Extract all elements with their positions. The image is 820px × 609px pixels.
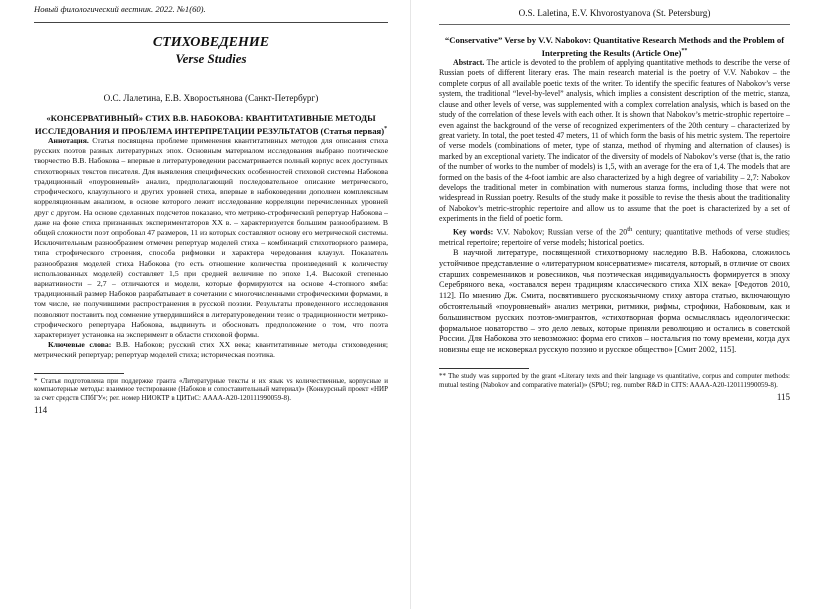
keywords-ru xyxy=(34,340,388,360)
authors-ru: О.С. Лалетина, Е.В. Хворостьянова (Санкт-Петербург) xyxy=(103,93,319,103)
keywords-label-en: Key words: xyxy=(453,227,494,237)
abstract-text-en: The article is devoted to the problem of applying quantitative methods to describe the verse of Russian poets of different literary eras. The main research material is the poetry of V.V. Nabokov – the complete corpus of all available poetic texts of the writer. To identify the specific features of Nabokov’s verse system, the traditional “level-by-level” analysis, which implies a consistent description of the metric, stanza, clause and other levels of verse, was supplemented with a complex correlation analysis, which is based on the study of the correlation of these levels with each other. It is shown that Nabokov’s metric-strophic repertoire – even against the background of the verse of recognized experimenters of the 20th century – characterized by great variety. In total, the poet tested 47 meters, 11 of which form the basis of his metric system. The repertoire of verse models (combinations of meter, type of stanza, method of rhyming and alternation of clauses) is marked by an exceptional variety. The indicator of the diversity of models of Nabokov’s verse (that is, the ratio of the number of works to the number of models) is 1,5, with an average for the era of 1,4. The models that are formed on the basis of the 4-foot iambic are also characterized by a high degree of variability – 2,7: Nabokov develops the traditional meter in combination with numerous stanza forms, including those that were not widespread in Russian poetry. Results of the study make it possible to revise the thesis about the traditionality of Nabokov’s metric-strophic repertoire and allow us to assume that the poet is characterized by a set of experiments in the field of poetic form. xyxy=(439,58,790,224)
footnote-ru: * Статья подготовлена при поддержке гранта «Литературные тексты и их язык vs количественные, корпусные и компьютерные методы: взаимное тестирование (Набоков и сопоставительный материал)» (Конкурсный проект «НИР за счет средств СПбГУ»; рег. номер НИОКТР в ЦИТиС: АААА-А20-120111990059-8). xyxy=(34,376,388,402)
right-page xyxy=(410,0,820,609)
rubric-title-en: Verse Studies xyxy=(175,51,247,66)
authors-en: O.S. Laletina, E.V. Khvorostyanova (St. Petersburg) xyxy=(518,8,711,18)
abstract-en xyxy=(439,58,790,225)
running-head: Новый филологический вестник. 2022. №1(60). xyxy=(34,4,206,14)
abstract-ru xyxy=(34,136,388,340)
article-title-en xyxy=(439,35,790,58)
page-number-right: 115 xyxy=(776,392,790,403)
footnote-en: ** The study was supported by the grant «Literary texts and their language vs quantitative, corpus and computer methods: mutual testing (Nabokov and comparative material)» (SPbU; reg. number R&D in CITS: AAAA-A20-120111990059-8). xyxy=(439,371,790,389)
header-rule xyxy=(34,22,388,23)
article-title-en-text: “Conservative” Verse by V.V. Nabokov: Quantitative Research Methods and the Problem of Interpreting the Results (Article One) xyxy=(444,35,785,58)
footnote-rule-right xyxy=(439,368,529,369)
keywords-label: Ключевые слова: xyxy=(48,340,112,350)
rubric-title-ru: СТИХОВЕДЕНИЕ xyxy=(152,35,270,50)
footnote-rule xyxy=(34,373,124,374)
keywords-en xyxy=(439,225,790,248)
article-title-ru-text: «КОНСЕРВАТИВНЫЙ» СТИХ В.В. НАБОКОВА: КВАНТИТАТИВНЫЕ МЕТОДЫ ИССЛЕДОВАНИЯ И ПРОБЛЕМА ИНТЕРПРЕТАЦИИ РЕЗУЛЬТАТОВ (Статья первая) xyxy=(34,113,385,136)
page-number-left: 114 xyxy=(34,405,48,416)
article-title-ru xyxy=(34,113,388,136)
abstract-text: Статья посвящена проблеме применения квантитативных методов для описания стиха русских поэтов разных литературных эпох. Основным материалом исследования выбрано поэтическое творчество В.В. Набокова – впервые в литературоведении рассматривается полный корпус всех доступных стихотворных текстов писателя. Для выявления специфических особенностей стиховой системы Набокова традиционный «поуровневый» анализ, предполагающий последовательное описание метрического, строфического, клаузульного и других уровней стиха, впервые в набоковедении дополнен комплексным корреляционным анализом, в основе которого лежит исследование корреляции перечисленных уровней друг с другом. На основе сделанных подсчетов показано, что метрико-строфический репертуар Набокова – даже на фоне стиха признанных экспериментаторов XX в. – характеризуется большим разнообразием. В общей сложности поэт опробовал 47 размеров, 11 из которых составляют основу его метрической системы. Исключительным разнообразием отмечен репертуар моделей стиха – комбинаций стихотворного размера, типа строфического строения, способа рифмовки и характера чередования клаузул. Показатель разнообразия моделей стиха Набокова (то есть отношение количества произведений к количеству использованных моделей) составляет 1,5 при средней величине по эпохе 1,4. Высокой степенью вариативности – 2,7 – отличаются и модели, которые формируются на основе 4-стопного ямба: традиционный размер Набоков разрабатывает в сочетании с многочисленными строфическими формами, в том числе, не получившими распространения в русской поэзии. Результаты проведенного исследования позволяют поставить под сомнение утвердившийся в литературоведении тезис о традиционности метрико-строфического репертуара Набокова, выдвинуть и обосновать предположение о том, что поэта характеризует установка на эксперимент в области стиховой формы. xyxy=(34,136,388,339)
title-footnote-mark-en: ** xyxy=(681,47,688,54)
abstract-label: Аннотация. xyxy=(48,136,89,146)
keywords-text: В.В. Набоков; русский стих XX века; квантитативные методы стиховедения; метрический репертуар; репертуар моделей стиха; историческая поэтика. xyxy=(34,340,388,360)
keywords-text-en-tail: century; quantitative methods of verse studies; metrical repertoire; repertoire of verse models; historical poetics. xyxy=(439,227,790,247)
keywords-text-en: V.V. Nabokov; Russian verse of the 20 xyxy=(496,227,628,237)
abstract-label-en: Abstract. xyxy=(453,58,485,68)
main-text: В научной литературе, посвященной стихотворному наследию В.В. Набокова, сложилось устойчивое представление о «литературном консерватизме» писателя, который, в отличие от своих старших современников и ровесников, чья поэтическая индивидуальность формируется в эпоху Серебряного века, «оставался верен традициям классического стиха XIX века» [Федотов 2010, 112]. По мнению Дж. Смита, посвятившего русскоязычному стиху автора статью, включающую обстоятельный «поуровневый» анализ метрики, ритмики, рифмы, строфики, Набоковым, как и большинством русских поэтов-эмигрантов, «стихотворная форма осмыслялась идеологически: формальное новаторство – это дело левых, которые приняли революцию и остались в советской России. Для Набокова это невозможно: форма его стихов – ностальгия по тому времени, когда дух новизны еще не исковеркал русскую поэзию и русское общество» [Смит 2002, 115]. xyxy=(439,248,790,355)
rubric xyxy=(34,35,388,67)
title-footnote-mark: * xyxy=(384,125,388,132)
keywords-superscript: th xyxy=(627,225,633,233)
header-rule-right xyxy=(439,24,790,25)
